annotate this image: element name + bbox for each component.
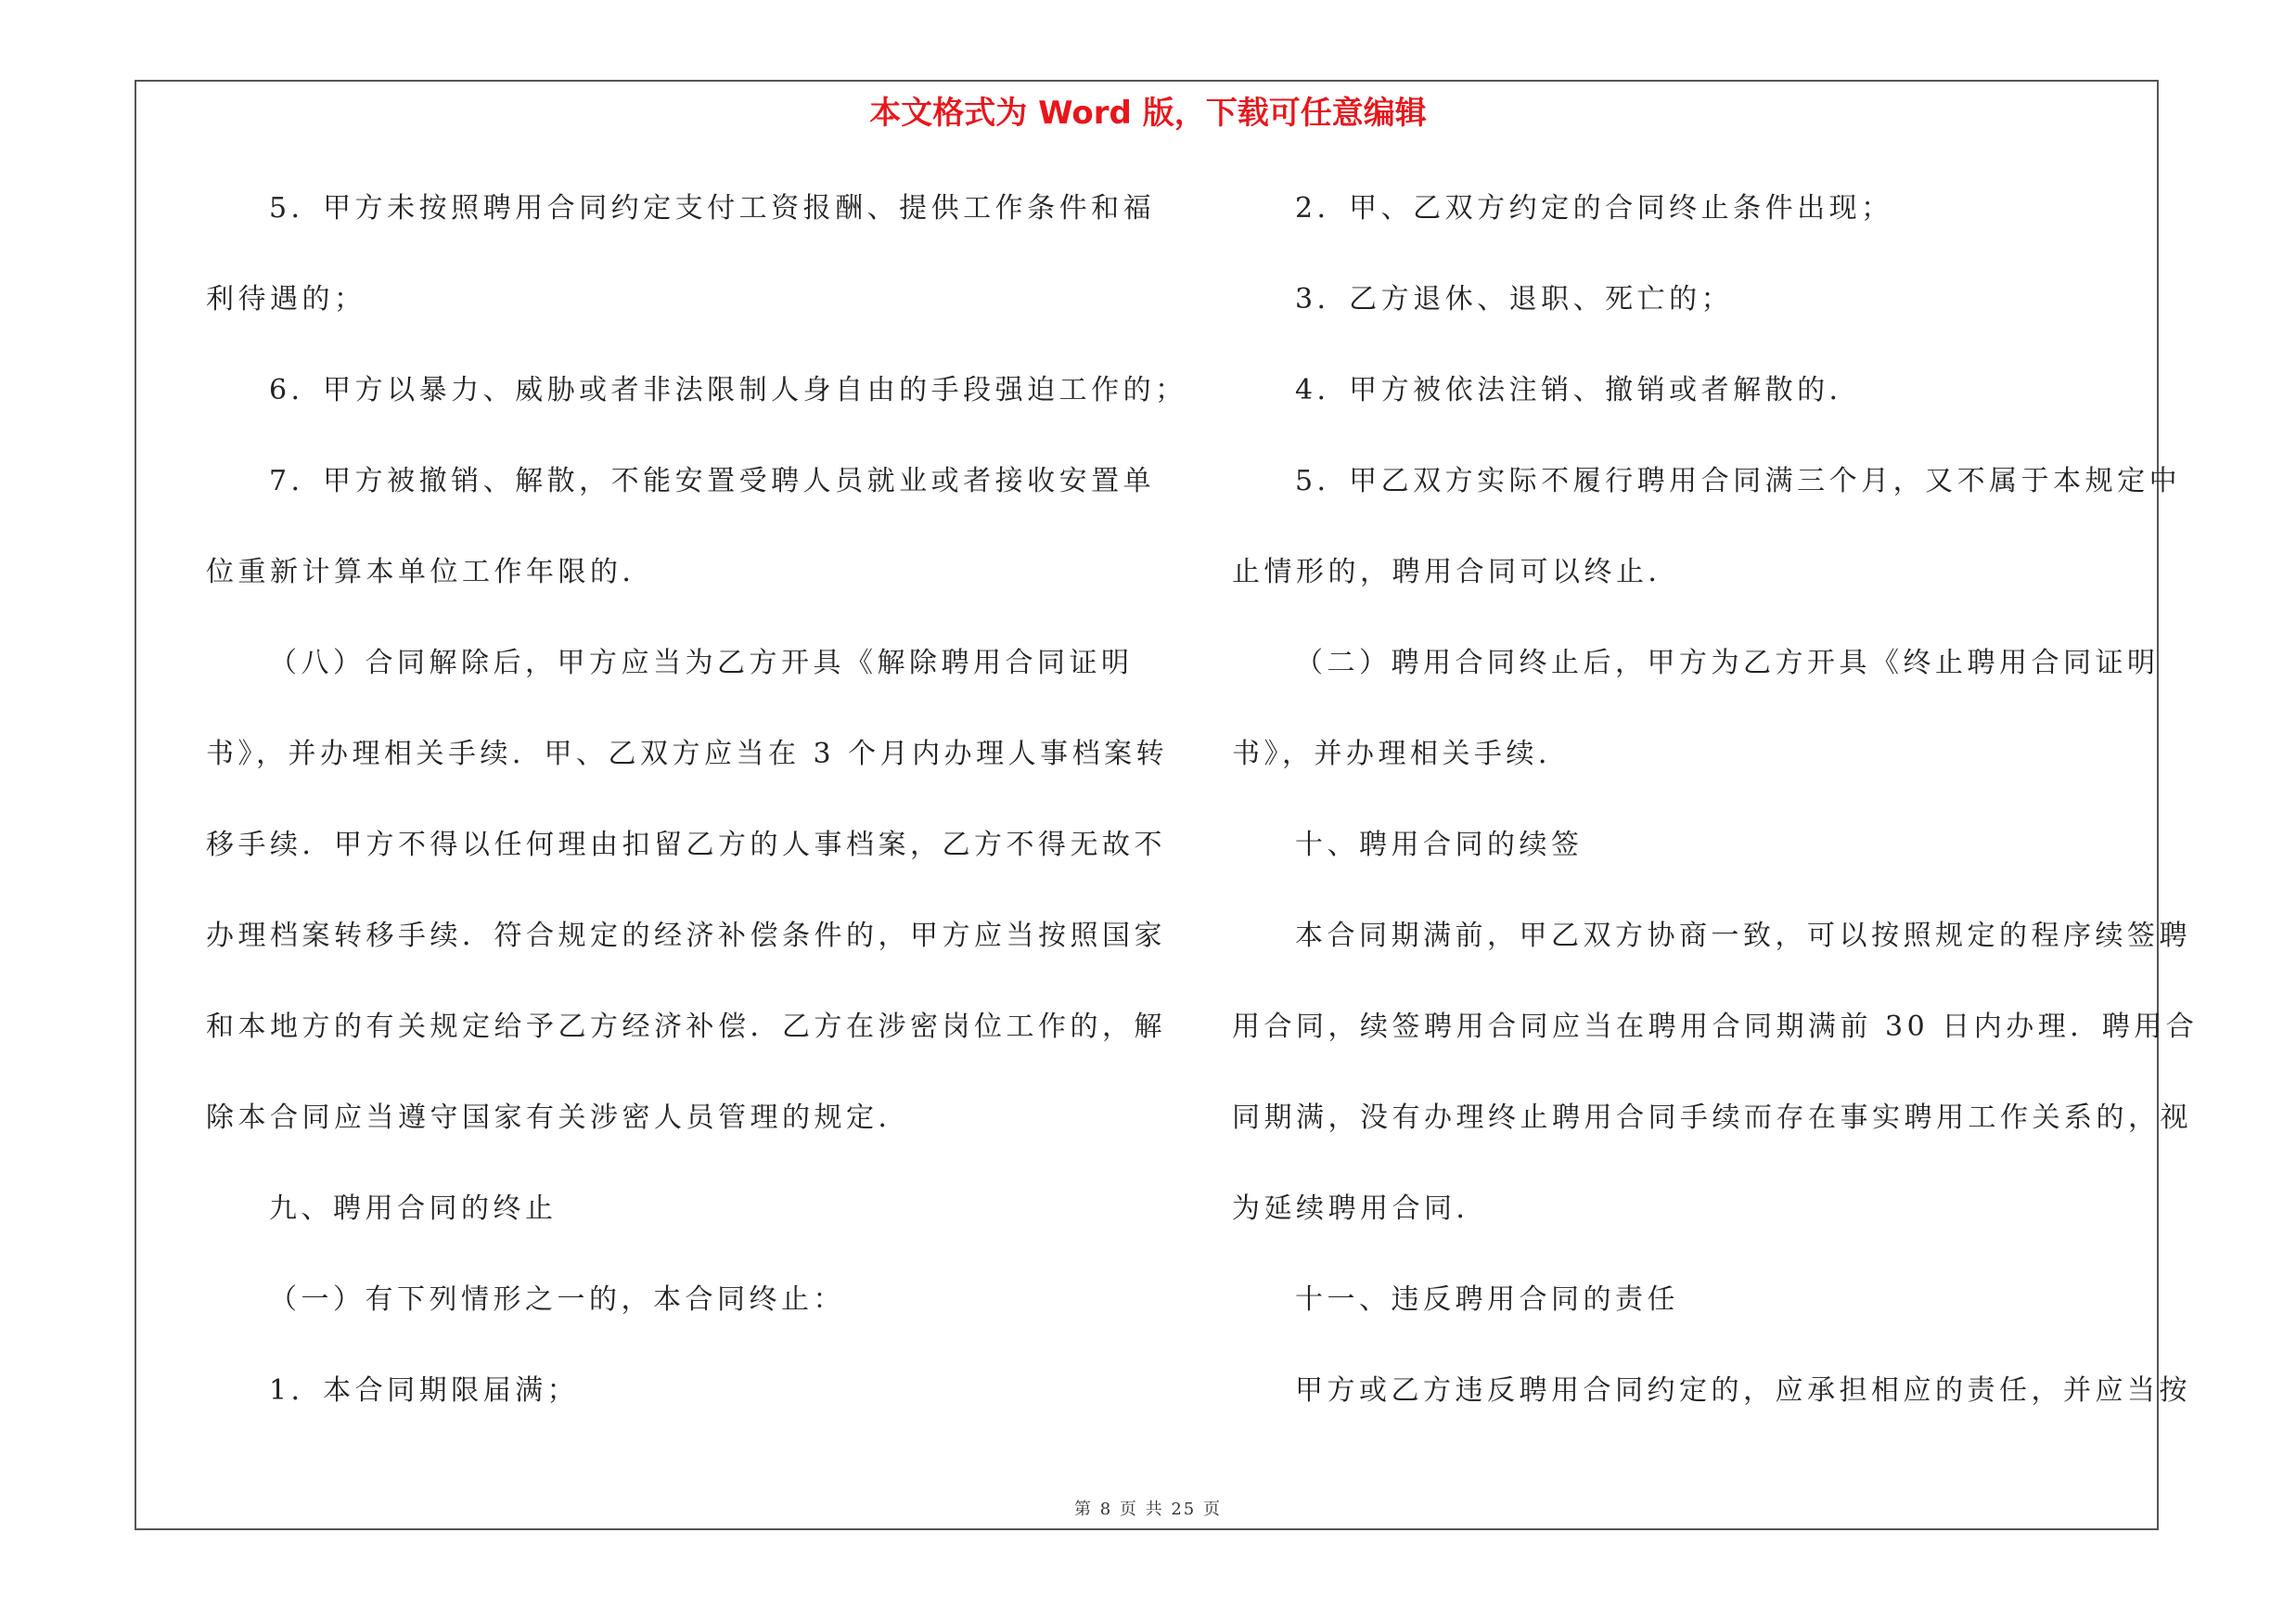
- text-line: 5．甲乙双方实际不履行聘用合同满三个月，又不属于本规定中: [1295, 465, 2182, 497]
- text-line: 为延续聘用合同．: [1232, 1192, 1488, 1225]
- text-line: 本合同期满前，甲乙双方协商一致，可以按照规定的程序续签聘: [1295, 920, 2191, 952]
- text-line: 位重新计算本单位工作年限的．: [206, 556, 654, 588]
- left-column: [206, 176, 1187, 1449]
- text-line: 十一、违反聘用合同的责任: [1295, 1283, 1679, 1316]
- text-line: 甲方或乙方违反聘用合同约定的，应承担相应的责任，并应当按: [1295, 1374, 2191, 1407]
- text-line: 书》，并办理相关手续．: [1232, 738, 1571, 770]
- text-line: 办理档案转移手续．符合规定的经济补偿条件的，甲方应当按照国家: [206, 920, 1166, 952]
- text-line: 3．乙方退休、退职、死亡的；: [1295, 283, 1734, 316]
- document-banner: 本文格式为 Word 版，下载可任意编辑: [869, 95, 1427, 132]
- text-line: 1．本合同期限届满；: [269, 1374, 580, 1407]
- text-line: 止情形的，聘用合同可以终止．: [1232, 556, 1680, 588]
- text-line: 除本合同应当遵守国家有关涉密人员管理的规定．: [206, 1101, 910, 1134]
- text-line: 4．甲方被依法注销、撤销或者解散的．: [1295, 374, 1862, 406]
- text-line: 7．甲方被撤销、解散，不能安置受聘人员就业或者接收安置单: [269, 465, 1156, 497]
- text-line: 用合同，续签聘用合同应当在聘用合同期满前 30 日内办理．聘用合: [1232, 1011, 2199, 1043]
- text-line: （二）聘用合同终止后，甲方为乙方开具《终止聘用合同证明: [1295, 647, 2160, 679]
- text-line: 6．甲方以暴力、威胁或者非法限制人身自由的手段强迫工作的；: [269, 374, 1187, 406]
- text-line: （一）有下列情形之一的，本合同终止：: [269, 1283, 845, 1316]
- text-line: 九、聘用合同的终止: [269, 1192, 558, 1225]
- text-line: 十、聘用合同的续签: [1295, 829, 1584, 861]
- text-line: 5．甲方未按照聘用合同约定支付工资报酬、提供工作条件和福: [269, 192, 1156, 225]
- text-line: （八）合同解除后，甲方应当为乙方开具《解除聘用合同证明: [269, 647, 1134, 679]
- text-line: 移手续．甲方不得以任何理由扣留乙方的人事档案，乙方不得无故不: [206, 829, 1166, 861]
- text-line: 2．甲、乙双方约定的合同终止条件出现；: [1295, 192, 1893, 225]
- text-line: 利待遇的；: [206, 283, 366, 316]
- page-footer: 第 8 页 共 25 页: [1074, 1500, 1222, 1519]
- text-line: 和本地方的有关规定给予乙方经济补偿．乙方在涉密岗位工作的，解: [206, 1011, 1166, 1043]
- text-line: 同期满，没有办理终止聘用合同手续而存在事实聘用工作关系的，视: [1232, 1101, 2192, 1134]
- text-line: 书》，并办理相关手续．甲、乙双方应当在 3 个月内办理人事档案转: [206, 738, 1169, 770]
- right-column: [1232, 176, 2199, 1449]
